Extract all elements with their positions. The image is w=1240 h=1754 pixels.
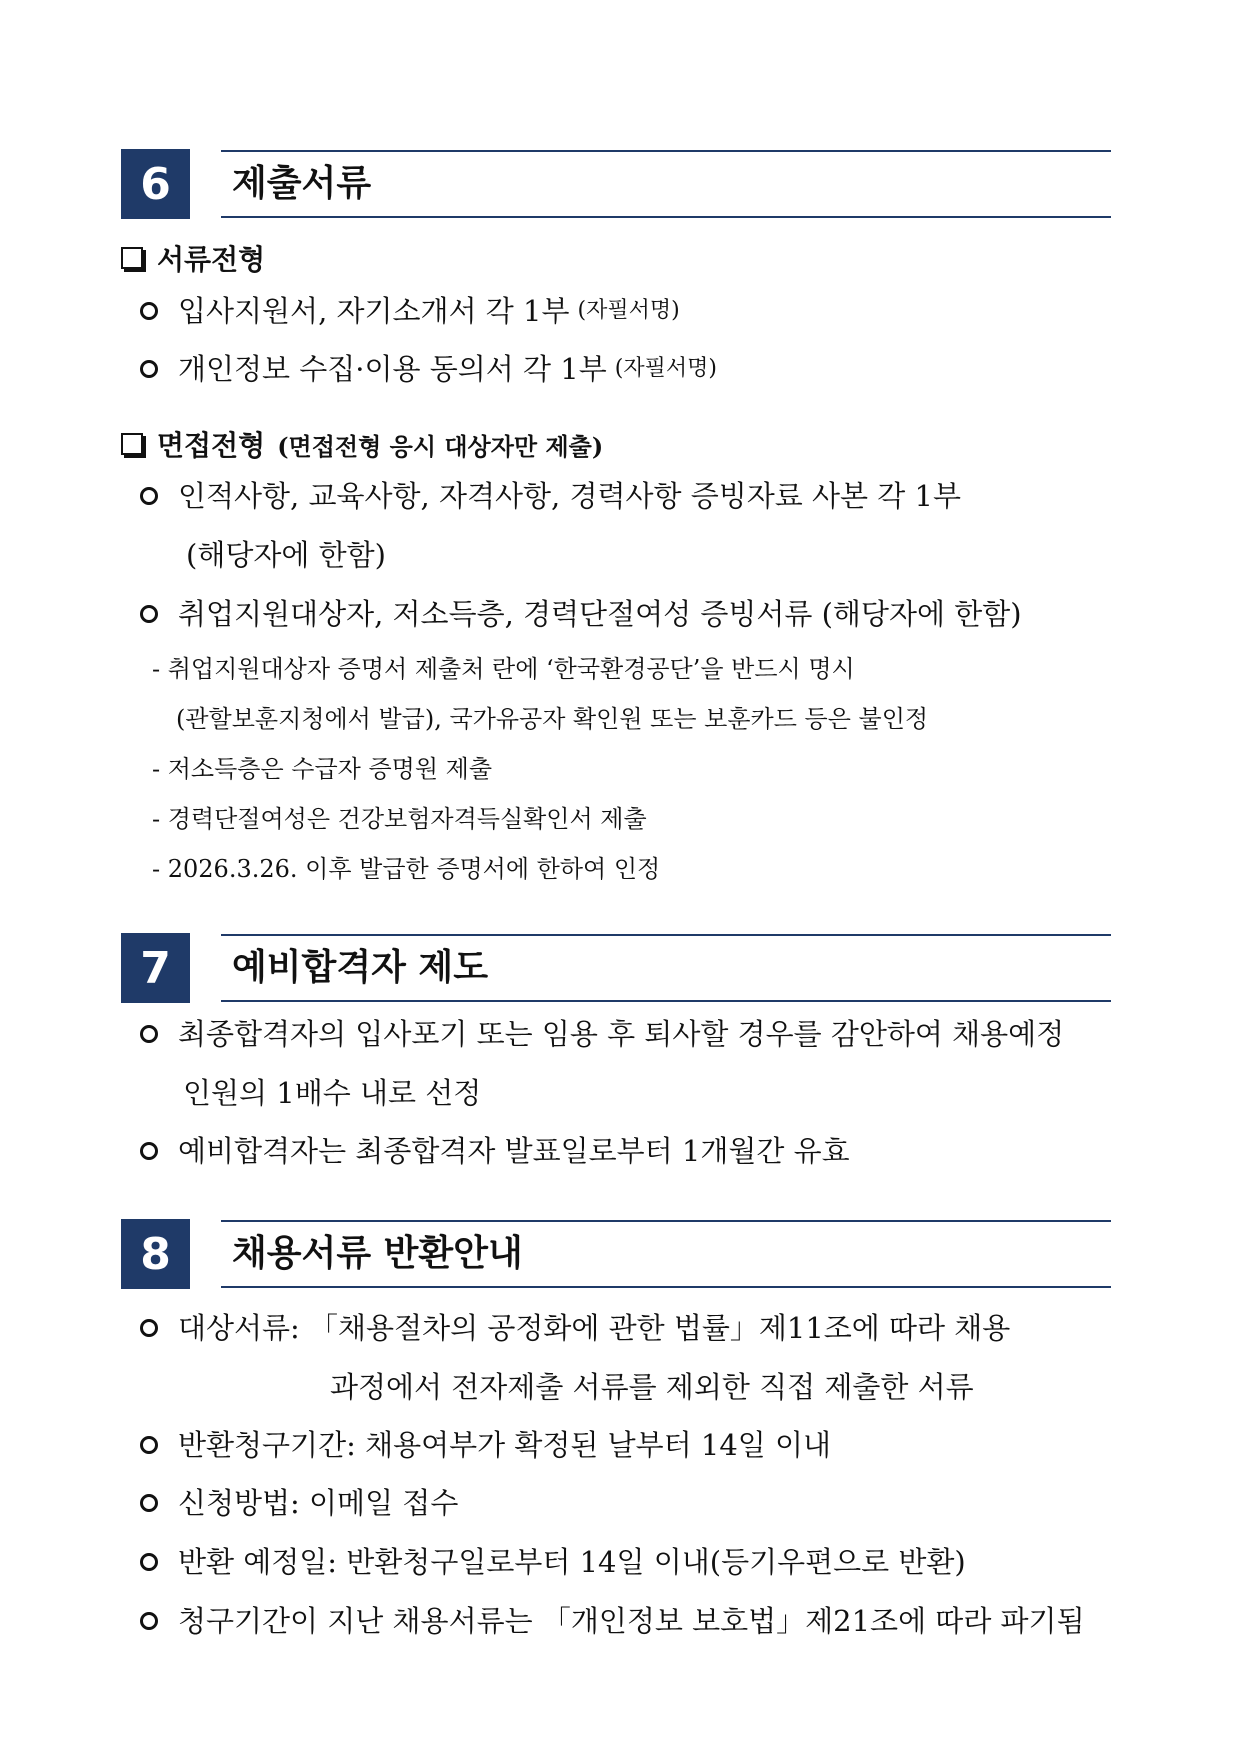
section-title: 채용서류 반환안내 bbox=[232, 1233, 523, 1274]
list-item-text: 대상서류: 「채용절차의 공정화에 관한 법률」제11조에 따라 채용 bbox=[178, 1311, 1011, 1345]
divider-line bbox=[221, 216, 1111, 218]
circle-bullet-icon bbox=[140, 302, 158, 320]
list-item bbox=[140, 1133, 850, 1169]
circle-bullet-icon bbox=[140, 360, 158, 378]
sub-item: - 저소득층은 수급자 증명원 제출 bbox=[152, 755, 493, 783]
sub-item-continuation: (관할보훈지청에서 발급), 국가유공자 확인원 또는 보훈카드 등은 불인정 bbox=[176, 705, 929, 733]
section-number: 7 bbox=[121, 933, 190, 1003]
divider-line bbox=[221, 1286, 1111, 1288]
list-item-text: 입사지원서, 자기소개서 각 1부 bbox=[178, 294, 570, 328]
circle-bullet-icon bbox=[140, 1319, 158, 1337]
list-item-text: 신청방법: 이메일 접수 bbox=[178, 1486, 459, 1520]
section-header-7 bbox=[121, 933, 1111, 1003]
circle-bullet-icon bbox=[140, 1494, 158, 1512]
section-number: 6 bbox=[121, 149, 190, 219]
section-title: 예비합격자 제도 bbox=[232, 947, 488, 988]
list-item bbox=[140, 1310, 1010, 1346]
list-item-continuation: (해당자에 한함) bbox=[186, 538, 386, 572]
circle-bullet-icon bbox=[140, 1612, 158, 1630]
list-item-text: 인적사항, 교육사항, 자격사항, 경력사항 증빙자료 사본 각 1부 bbox=[178, 479, 961, 513]
subsection-interview bbox=[121, 424, 603, 464]
section-title: 제출서류 bbox=[232, 163, 372, 204]
list-item bbox=[140, 1544, 966, 1580]
circle-bullet-icon bbox=[140, 1025, 158, 1043]
sub-item: - 2026.3.26. 이후 발급한 증명서에 한하여 인정 bbox=[152, 855, 661, 883]
circle-bullet-icon bbox=[140, 1436, 158, 1454]
square-bullet-icon bbox=[121, 247, 143, 269]
list-item bbox=[140, 1016, 1064, 1052]
list-item-text: 반환 예정일: 반환청구일로부터 14일 이내(등기우편으로 반환) bbox=[178, 1545, 966, 1579]
circle-bullet-icon bbox=[140, 605, 158, 623]
list-item-continuation: 과정에서 전자제출 서류를 제외한 직접 제출한 서류 bbox=[330, 1370, 974, 1404]
sub-item: - 취업지원대상자 증명서 제출처 란에 ‘한국환경공단’을 반드시 명시 bbox=[152, 655, 855, 683]
circle-bullet-icon bbox=[140, 487, 158, 505]
list-item-text: 최종합격자의 입사포기 또는 임용 후 퇴사할 경우를 감안하여 채용예정 bbox=[178, 1017, 1065, 1051]
list-item bbox=[140, 478, 961, 514]
section-header-8 bbox=[121, 1219, 1111, 1289]
circle-bullet-icon bbox=[140, 1142, 158, 1160]
list-item-continuation: 인원의 1배수 내로 선정 bbox=[183, 1076, 482, 1110]
list-item bbox=[140, 351, 717, 387]
section-header-6 bbox=[121, 149, 1111, 219]
list-item-text: 청구기간이 지난 채용서류는 「개인정보 보호법」제21조에 따라 파기됨 bbox=[178, 1604, 1085, 1638]
list-item-text: 반환청구기간: 채용여부가 확정된 날부터 14일 이내 bbox=[178, 1428, 832, 1462]
list-item-text: 취업지원대상자, 저소득층, 경력단절여성 증빙서류 (해당자에 한함) bbox=[178, 597, 1022, 631]
divider-line bbox=[221, 1000, 1111, 1002]
sub-item: - 경력단절여성은 건강보험자격득실확인서 제출 bbox=[152, 805, 647, 833]
list-item bbox=[140, 596, 1022, 632]
list-item bbox=[140, 1603, 1085, 1639]
list-item-text: 예비합격자는 최종합격자 발표일로부터 1개월간 유효 bbox=[178, 1134, 850, 1168]
square-bullet-icon bbox=[121, 433, 143, 455]
list-item-note: (자필서명) bbox=[577, 298, 680, 323]
list-item bbox=[140, 1427, 831, 1463]
list-item bbox=[140, 293, 680, 329]
subsection-note: (면접전형 응시 대상자만 제출) bbox=[277, 431, 604, 461]
list-item-note: (자필서명) bbox=[614, 356, 717, 381]
subsection-title: 서류전형 bbox=[157, 243, 266, 276]
circle-bullet-icon bbox=[140, 1553, 158, 1571]
subsection-title: 면접전형 bbox=[157, 429, 266, 462]
list-item bbox=[140, 1485, 458, 1521]
list-item-text: 개인정보 수집·이용 동의서 각 1부 bbox=[178, 352, 607, 386]
subsection-doc-screening bbox=[121, 238, 265, 278]
section-number: 8 bbox=[121, 1219, 190, 1289]
